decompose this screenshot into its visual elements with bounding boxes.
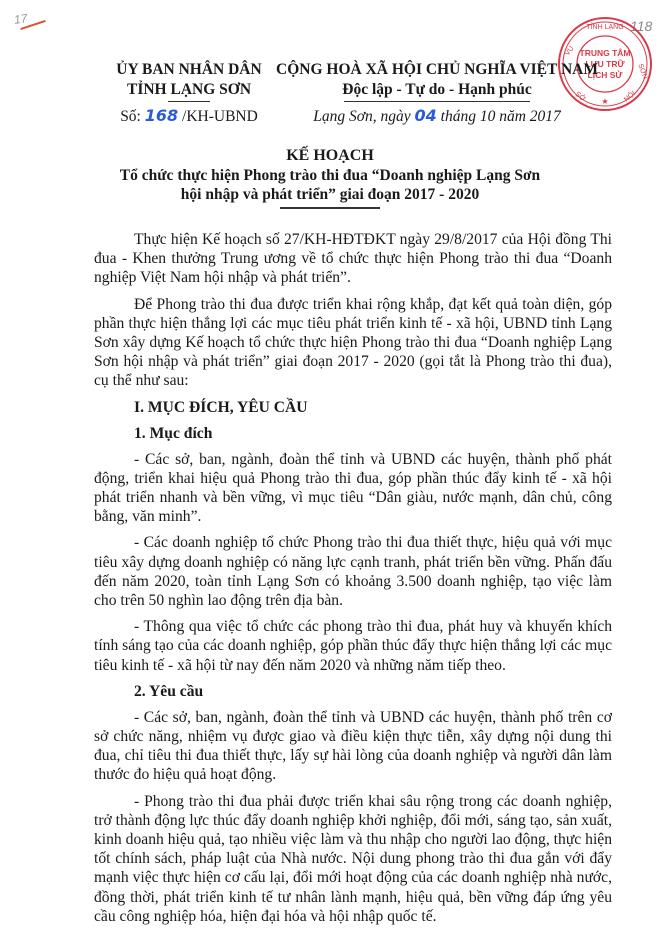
agency-province: TỈNH LẠNG SƠN — [126, 81, 252, 98]
document-title-block — [60, 146, 600, 209]
stamp-star-icon: ★ — [601, 97, 609, 106]
stamp-ring-top: TỈNH LẠNG — [586, 24, 624, 31]
stamp-ring-bottom-right: NỘI — [623, 90, 638, 104]
handwritten-page-note: 17 — [13, 11, 29, 27]
stamp-ring-right: SƠN — [636, 62, 649, 81]
subsection-heading-requirements: 2. Yêu cầu — [134, 682, 204, 700]
document-number — [96, 106, 282, 126]
national-motto-block — [272, 60, 602, 126]
document-type: KẾ HOẠCH — [286, 147, 374, 164]
stamp-center-line1: TRUNG TÂM — [579, 48, 631, 58]
stamp-ring-left: VỤ — [564, 45, 576, 58]
intro-paragraph-2: Để Phong trào thi đua được triển khai rộng khắp, đạt kết quả toàn diện, góp phần thực hiện thắng lợi các mục tiêu phát triển kinh tế - xã hội, UBND tỉnh Lạng Sơn xây dựng Kế hoạch tổ chức thực hiện Phong trào thi đua “Doanh nghiệp Lạng Sơn hội nhập và phát triển” giai đoạn 2017 - 2020 (gọi tắt là Phong trào thi đua), cụ thể như sau: — [94, 295, 612, 390]
nation-name: CỘNG HOÀ XÃ HỘI CHỦ NGHĨA VIỆT NAM — [276, 61, 598, 78]
agency-underline — [168, 101, 210, 102]
motto-underline — [344, 101, 530, 102]
requirement-item: - Phong trào thi đua phải được triển khai sâu rộng trong các doanh nghiệp, trở thành động lực thúc đẩy doanh nghiệp khởi nghiệp, đổi mới, sáng tạo, sản xuất, kinh doanh hiệu quả, tạo nhiều việc làm và thu nhập cho người lao động, thực hiện tốt chính sách, pháp luật của Nhà nước. Nội dung phong trào thi đua gắn với đẩy mạnh việc thực hiện cơ cấu lại, đổi mới hoạt động của các doanh nghiệp nhà nước, đồng thời, phát triển kinh tế tư nhân lành mạnh, hiệu quả, bền vững đáp ứng yêu cầu công nghiệp hóa, hiện đại hóa và hội nhập quốc tế. — [94, 792, 612, 925]
document-subject-line1: Tổ chức thực hiện Phong trào thi đua “Doanh nghiệp Lạng Sơn — [119, 167, 541, 184]
handwritten-stamp-number: 118 — [630, 18, 653, 34]
agency-name: ỦY BAN NHÂN DÂN — [116, 61, 262, 78]
purpose-item: - Thông qua việc tổ chức các phong trào thi đua, phát huy và khuyến khích tính sáng tạo của các doanh nghiệp, góp phần thúc đẩy thực hiện thắng lợi các mục tiêu kinh tế - xã hội từ nay đến năm 2020 và những năm tiếp theo. — [94, 618, 612, 674]
document-subject-line2: hội nhập và phát triển” giai đoạn 2017 - 2020 — [180, 186, 480, 203]
nation-motto: Độc lập - Tự do - Hạnh phúc — [342, 81, 532, 98]
date-suffix: tháng 10 năm 2017 — [440, 108, 561, 125]
number-prefix: Số: — [120, 108, 141, 125]
issuing-agency-block — [96, 60, 282, 126]
handwritten-number: 168 — [144, 106, 179, 125]
stamp-center-line3: LỊCH SỬ — [587, 70, 623, 80]
purpose-item: - Các doanh nghiệp tổ chức Phong trào thi đua thiết thực, hiệu quả với mục tiêu xây dựng doanh nghiệp có năng lực cạnh tranh, phát triển bền vững. Phấn đấu đến năm 2020, toàn tỉnh Lạng Sơn có khoảng 3.500 doanh nghiệp, tạo việc làm cho trên 50 nghìn lao động trên địa bàn. — [94, 534, 612, 610]
document-date — [272, 106, 602, 126]
subsection-heading-purpose: 1. Mục đích — [134, 424, 213, 442]
requirement-item: - Các sở, ban, ngành, đoàn thể tỉnh và UBND các huyện, thành phố trên cơ sở chức năng, nhiệm vụ được giao và điều kiện thực tiễn, xây dựng nội dung thi đua, chỉ tiêu thi đua thiết thực, lấy sự hài lòng của doanh nghiệp và người dân làm thước đo hiệu quả hoạt động. — [94, 708, 612, 784]
intro-paragraph-1: Thực hiện Kế hoạch số 27/KH-HĐTĐKT ngày 29/8/2017 của Hội đồng Thi đua - Khen thưởng Trung ương về tổ chức thực hiện Phong trào thi đua “Doanh nghiệp Việt Nam hội nhập và phát triển”. — [94, 231, 612, 287]
section-heading-purpose-requirements: I. MỤC ĐÍCH, YÊU CẦU — [134, 398, 308, 416]
handwritten-day: 04 — [414, 106, 437, 125]
stamp-ring-bottom-left: SỞ — [573, 90, 587, 103]
date-prefix: Lạng Sơn, ngày — [313, 108, 411, 125]
document-body — [94, 230, 612, 933]
title-underline — [280, 207, 380, 209]
stamp-center-line2: LƯU TRỮ — [585, 59, 625, 69]
purpose-item: - Các sở, ban, ngành, đoàn thể tỉnh và UBND các huyện, thành phố phát động, triển khai hiệu quả Phong trào thi đua, góp phần thúc đẩy kinh tế - xã hội phát triển nhanh và bền vững, vì mục tiêu “Dân giàu, nước mạnh, dân chủ, công bằng, văn minh”. — [94, 450, 612, 526]
number-suffix: /KH-UBND — [182, 108, 258, 125]
